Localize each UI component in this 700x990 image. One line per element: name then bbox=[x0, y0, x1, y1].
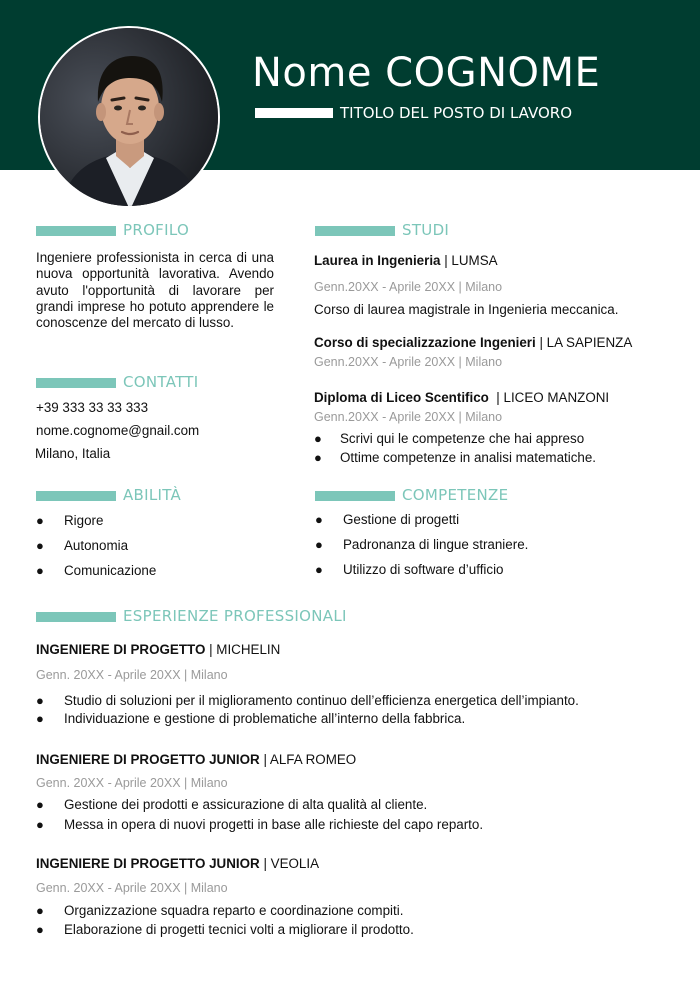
job-title-line: INGENIERE DI PROGETTO JUNIOR | VEOLIA bbox=[36, 856, 320, 871]
section-accent-bar bbox=[315, 491, 395, 501]
profile-summary: Ingeniere professionista in cerca di una nuova opportunità lavorativa. Avendo avuto l'opportunità di lavorare per grandi imprese ho potuto apprendere le conoscenze del mercato di lusso. bbox=[36, 250, 274, 331]
study-dates: Genn.20XX - Aprile 20XX | Milano bbox=[314, 355, 503, 369]
bullet-icon: ● bbox=[315, 562, 323, 577]
bullet-icon: ● bbox=[36, 693, 44, 708]
bullet-icon: ● bbox=[36, 797, 44, 812]
job-title-line: INGENIERE DI PROGETTO | MICHELIN bbox=[36, 642, 281, 657]
bullet-icon: ● bbox=[36, 563, 44, 578]
bullet-icon: ● bbox=[314, 450, 322, 465]
job-title: TITOLO DEL POSTO DI LAVORO bbox=[340, 104, 572, 122]
study-dates: Genn.20XX - Aprile 20XX | Milano bbox=[314, 410, 503, 424]
candidate-name: Nome COGNOME bbox=[252, 50, 601, 96]
section-accent-bar bbox=[36, 612, 116, 622]
study-title: Laurea in Ingenieria | LUMSA bbox=[314, 253, 498, 268]
contact-city: Milano, Italia bbox=[35, 446, 111, 461]
bullet-icon: ● bbox=[314, 431, 322, 446]
section-accent-bar bbox=[36, 378, 116, 388]
section-accent-bar bbox=[36, 491, 116, 501]
section-title-contacts: CONTATTI bbox=[123, 373, 199, 391]
study-title: Diploma di Liceo Scentifico | LICEO MANZONI bbox=[314, 390, 610, 405]
bullet-icon: ● bbox=[315, 512, 323, 527]
portrait-illustration bbox=[40, 28, 220, 208]
bullet-icon: ● bbox=[36, 922, 44, 937]
contact-email: nome.cognome@gnail.com bbox=[36, 423, 200, 438]
section-title-competences: COMPETENZE bbox=[402, 486, 509, 504]
contact-phone: +39 333 33 33 333 bbox=[36, 400, 149, 415]
section-title-skills: ABILITÀ bbox=[123, 486, 182, 504]
bullet-icon: ● bbox=[36, 513, 44, 528]
job-title-line: INGENIERE DI PROGETTO JUNIOR | ALFA ROMEO bbox=[36, 752, 357, 767]
bullet-icon: ● bbox=[315, 537, 323, 552]
section-title-experience: ESPERIENZE PROFESSIONALI bbox=[123, 607, 347, 625]
section-accent-bar bbox=[315, 226, 395, 236]
job-dates: Genn. 20XX - Aprile 20XX | Milano bbox=[36, 881, 228, 895]
bullet-icon: ● bbox=[36, 538, 44, 553]
study-title: Corso di specializzazione Ingenieri | LA SAPIENZA bbox=[314, 335, 633, 350]
section-title-profile: PROFILO bbox=[123, 221, 190, 239]
study-note: Corso di laurea magistrale in Ingenieria meccanica. bbox=[314, 302, 619, 317]
profile-photo bbox=[38, 26, 220, 208]
job-dates: Genn. 20XX - Aprile 20XX | Milano bbox=[36, 776, 228, 790]
section-title-studies: STUDI bbox=[402, 221, 450, 239]
study-dates: Genn.20XX - Aprile 20XX | Milano bbox=[314, 280, 503, 294]
section-accent-bar bbox=[36, 226, 116, 236]
bullet-icon: ● bbox=[36, 711, 44, 726]
bullet-icon: ● bbox=[36, 903, 44, 918]
bullet-icon: ● bbox=[36, 817, 44, 832]
title-accent-bar bbox=[255, 108, 333, 118]
job-dates: Genn. 20XX - Aprile 20XX | Milano bbox=[36, 668, 228, 682]
